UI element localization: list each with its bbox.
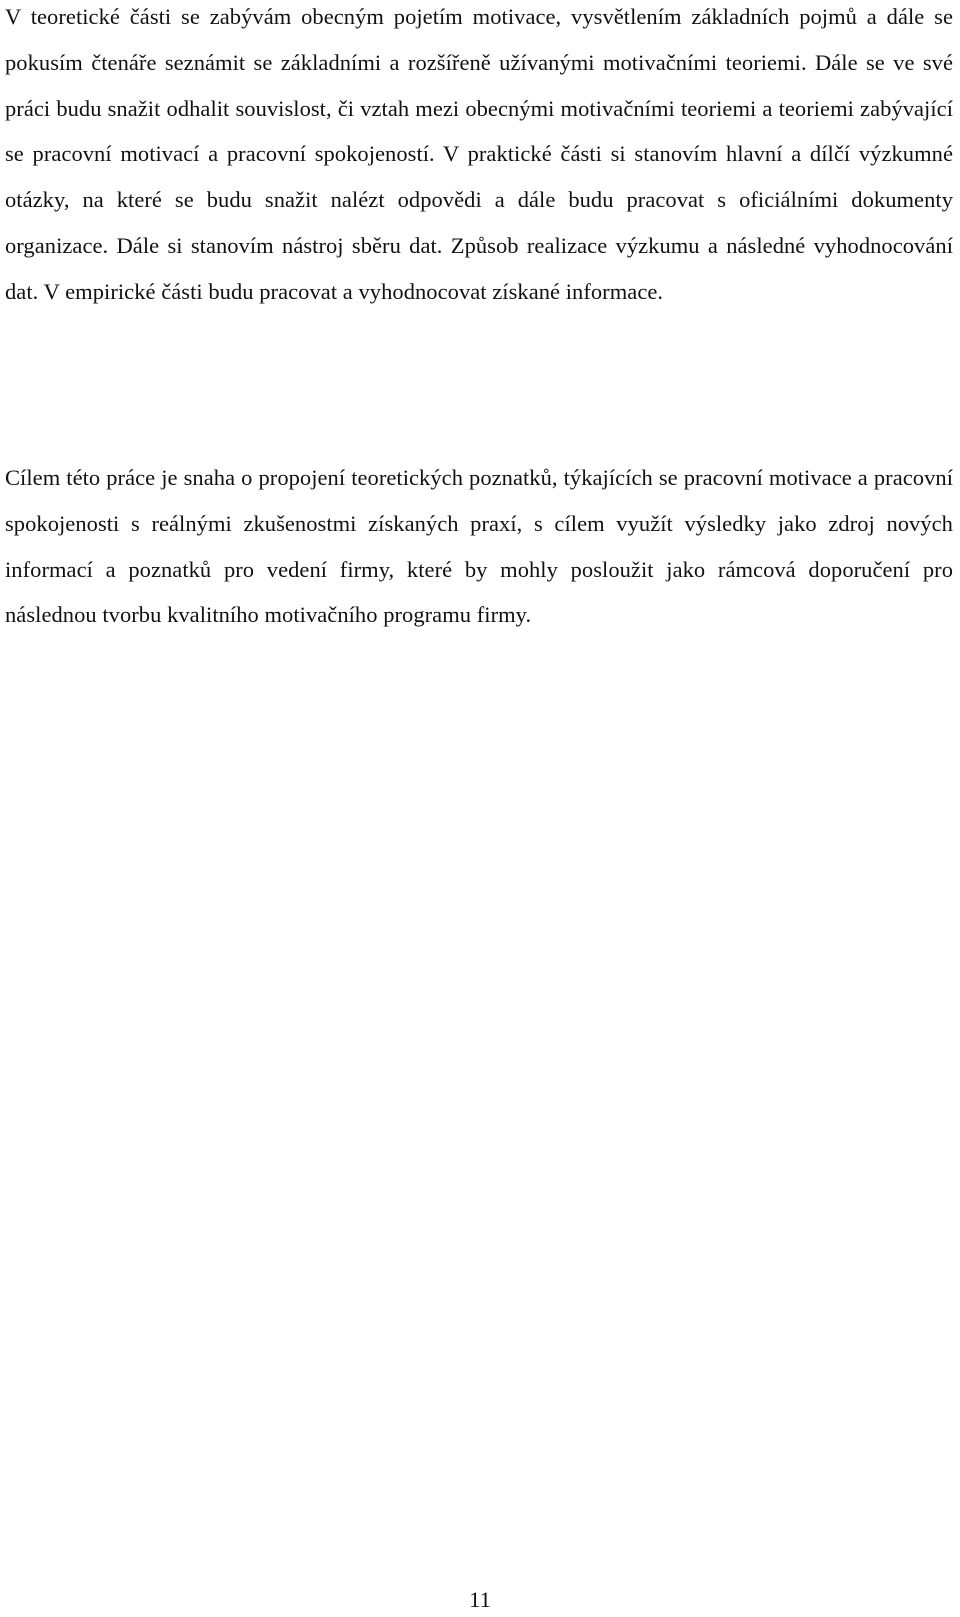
paragraph-introduction: V teoretické části se zabývám obecným pojetím motivace, vysvětlením základních pojmů a dále se pokusím čtenáře seznámit se základními a rozšířeně užívanými motivačními teoriemi. Dále se ve své práci budu snažit odhalit souvislost, či vztah mezi obecnými motivačními teoriemi a teoriemi zabývající se pracovní motivací a pracovní spokojeností. V praktické části si stanovím hlavní a dílčí výzkumné otázky, na které se budu snažit nalézt odpovědi a dále budu pracovat s oficiálními dokumenty organizace. Dále si stanovím nástroj sběru dat. Způsob realizace výzkumu a následné vyhodnocování dat. V empirické části budu pracovat a vyhodnocovat získané informace. (5, 4, 953, 304)
page-number: 11 (469, 1587, 491, 1612)
paragraph-goal: Cílem této práce je snaha o propojení teoretických poznatků, týkajících se pracovní motivace a pracovní spokojenosti s reálnými zkušenostmi získaných praxí, s cílem využít výsledky jako zdroj nových informací a poznatků pro vedení firmy, které by mohly posloužit jako rámcová doporučení pro následnou tvorbu kvalitního motivačního programu firmy. (5, 465, 953, 628)
